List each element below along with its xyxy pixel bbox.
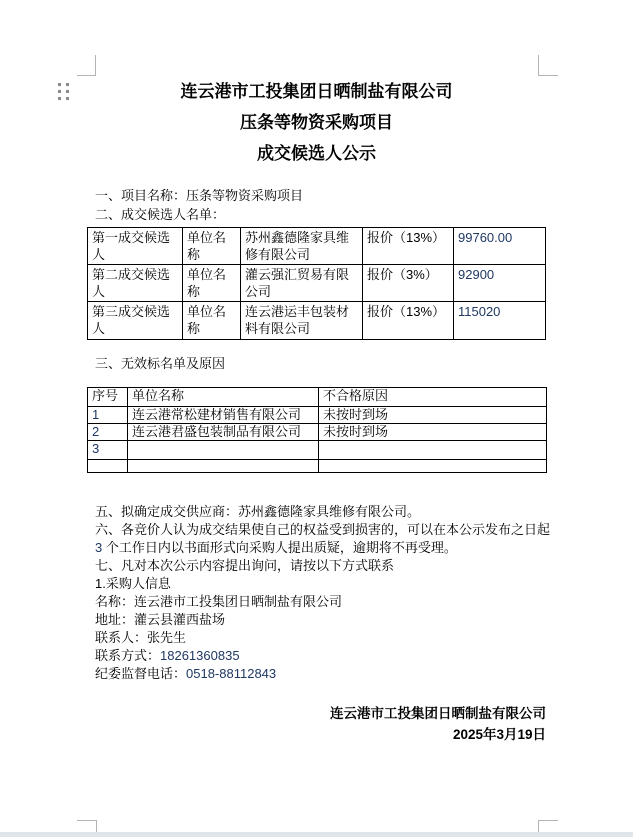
supervision-phone-line	[95, 665, 550, 683]
company-cell: 连云港运丰包装材料有限公司	[241, 302, 363, 340]
objection-days-number: 3	[95, 540, 103, 555]
amount-cell: 115020	[454, 302, 546, 340]
quote-label-cell: 报价（13%）	[363, 228, 454, 265]
candidates-table	[87, 227, 546, 340]
items-project-block	[95, 186, 303, 224]
objection-line-2-text: 个工作日内以书面形式向采购人提出质疑，逾期将不再受理。	[105, 540, 457, 555]
amount-cell: 92900	[454, 265, 546, 302]
item-invalid-bids-heading: 三、无效标名单及原因	[95, 356, 226, 371]
table-row	[88, 460, 547, 473]
company-cell: 苏州鑫德隆家具维修有限公司	[241, 228, 363, 265]
supervision-label: 纪委监督电话：	[95, 666, 187, 681]
text-boundary-mark-top-right	[538, 55, 558, 76]
table-row	[88, 302, 546, 340]
buyer-info-heading: 1.采购人信息	[95, 576, 171, 591]
reason-cell	[319, 441, 547, 460]
item-confirmed-supplier: 五、拟确定成交供应商：苏州鑫德隆家具维修有限公司。	[95, 504, 421, 519]
company-cell: 连云港常松建材销售有限公司	[128, 407, 319, 424]
buyer-contact-line: 联系人：张先生	[95, 630, 187, 645]
item-inquiry: 七、凡对本次公示内容提出询问，请按以下方式联系	[95, 558, 395, 573]
table-row	[88, 407, 547, 424]
doc-title-line-3: 成交候选人公示	[257, 144, 376, 163]
header-cell-reason: 不合格原因	[319, 388, 547, 407]
company-cell	[128, 441, 319, 460]
rank-cell: 第一成交候选人	[88, 228, 183, 265]
signature-block	[0, 703, 546, 745]
no-cell	[88, 460, 128, 473]
signature-date: 2025年3月19日	[452, 727, 546, 742]
item-objection-line-2	[95, 539, 550, 557]
text-boundary-mark-top-left	[77, 55, 96, 76]
reason-cell: 未按时到场	[319, 407, 547, 424]
table-row	[88, 441, 547, 460]
amount-cell: 99760.00	[454, 228, 546, 265]
supervision-value: 0518-88112843	[186, 666, 277, 681]
company-cell	[128, 460, 319, 473]
quote-label-cell: 报价（13%）	[363, 302, 454, 340]
table-row	[88, 228, 546, 265]
item-objection-line-1: 六、各竞价人认为成交结果使自己的权益受到损害的，可以在本公示发布之日起	[95, 522, 551, 537]
invalid-bids-table	[87, 387, 547, 473]
quote-label-cell: 报价（3%）	[363, 265, 454, 302]
item-candidates-list-label: 二、成交候选人名单：	[95, 207, 226, 222]
buyer-name-line: 名称：连云港市工投集团日晒制盐有限公司	[95, 594, 343, 609]
rank-cell: 第三成交候选人	[88, 302, 183, 340]
doc-title-line-2: 压条等物资采购项目	[240, 113, 393, 132]
doc-title-line-1: 连云港市工投集团日晒制盐有限公司	[180, 82, 453, 101]
table-header-row	[88, 388, 547, 407]
buyer-phone-line	[95, 647, 550, 665]
company-cell: 连云港君盛包装制品有限公司	[128, 424, 319, 441]
phone-value: 18261360835	[160, 648, 240, 663]
table-row	[88, 265, 546, 302]
phone-label: 联系方式：	[95, 648, 161, 663]
reason-cell: 未按时到场	[319, 424, 547, 441]
item-project-name: 一、项目名称：压条等物资采购项目	[95, 188, 304, 203]
rank-cell: 第二成交候选人	[88, 265, 183, 302]
field-label-cell: 单位名称	[183, 265, 241, 302]
reason-cell	[319, 460, 547, 473]
page-edge	[0, 832, 633, 837]
field-label-cell: 单位名称	[183, 228, 241, 265]
company-cell: 灌云强汇贸易有限公司	[241, 265, 363, 302]
field-label-cell: 单位名称	[183, 302, 241, 340]
buyer-address-line: 地址：灌云县灌西盐场	[95, 612, 226, 627]
header-cell-company: 单位名称	[128, 388, 319, 407]
table-row	[88, 424, 547, 441]
signature-company: 连云港市工投集团日晒制盐有限公司	[330, 706, 546, 721]
document-title-block	[0, 76, 633, 169]
header-cell-no: 序号	[88, 388, 128, 407]
closing-paragraphs	[95, 503, 550, 683]
no-cell: 2	[88, 424, 128, 441]
no-cell: 3	[88, 441, 128, 460]
no-cell: 1	[88, 407, 128, 424]
